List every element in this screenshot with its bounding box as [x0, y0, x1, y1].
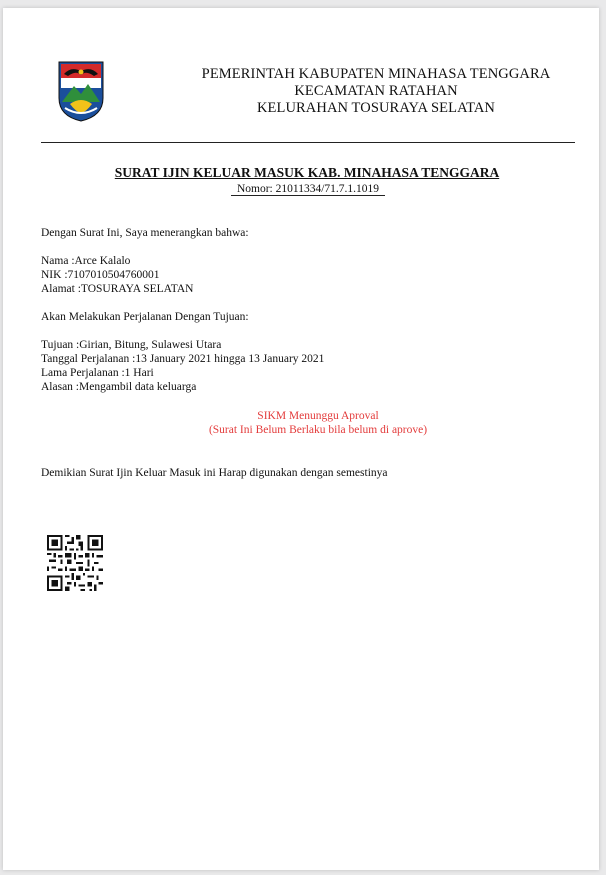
qr-code[interactable]	[47, 535, 103, 591]
document-title: SURAT IJIN KELUAR MASUK KAB. MINAHASA TENGGARA	[114, 165, 500, 180]
field-tujuan: Tujuan :Girian, Bitung, Sulawesi Utara	[41, 339, 222, 351]
approval-status: SIKM Menunggu Aproval	[257, 410, 379, 422]
regency-logo	[56, 58, 106, 122]
travel-intro-text: Akan Melakukan Perjalanan Dengan Tujuan:	[41, 311, 249, 323]
field-tanggal: Tanggal Perjalanan :13 January 2021 hingga 13 January 2021	[41, 353, 325, 365]
field-alasan: Alasan :Mengambil data keluarga	[41, 381, 197, 393]
header-line-district: KECAMATAN RATAHAN	[294, 83, 458, 99]
intro-text: Dengan Surat Ini, Saya menerangkan bahwa:	[41, 227, 249, 239]
document-number	[221, 183, 395, 195]
field-nama: Nama :Arce Kalalo	[41, 255, 131, 267]
document-number-text: Nomor: 21011334/71.7.1.1019	[231, 183, 385, 196]
approval-status-note: (Surat Ini Belum Berlaku bila belum di aprove)	[208, 424, 428, 436]
field-nik: NIK :7107010504760001	[41, 269, 160, 281]
letterhead	[153, 66, 599, 117]
document-page	[3, 8, 599, 870]
header-line-government: PEMERINTAH KABUPATEN MINAHASA TENGGARA	[201, 66, 551, 82]
header-divider	[41, 142, 575, 143]
field-alamat: Alamat :TOSURAYA SELATAN	[41, 283, 194, 295]
closing-text: Demikian Surat Ijin Keluar Masuk ini Harap digunakan dengan semestinya	[41, 467, 388, 479]
field-lama: Lama Perjalanan :1 Hari	[41, 367, 154, 379]
header-line-village: KELURAHAN TOSURAYA SELATAN	[256, 100, 496, 116]
